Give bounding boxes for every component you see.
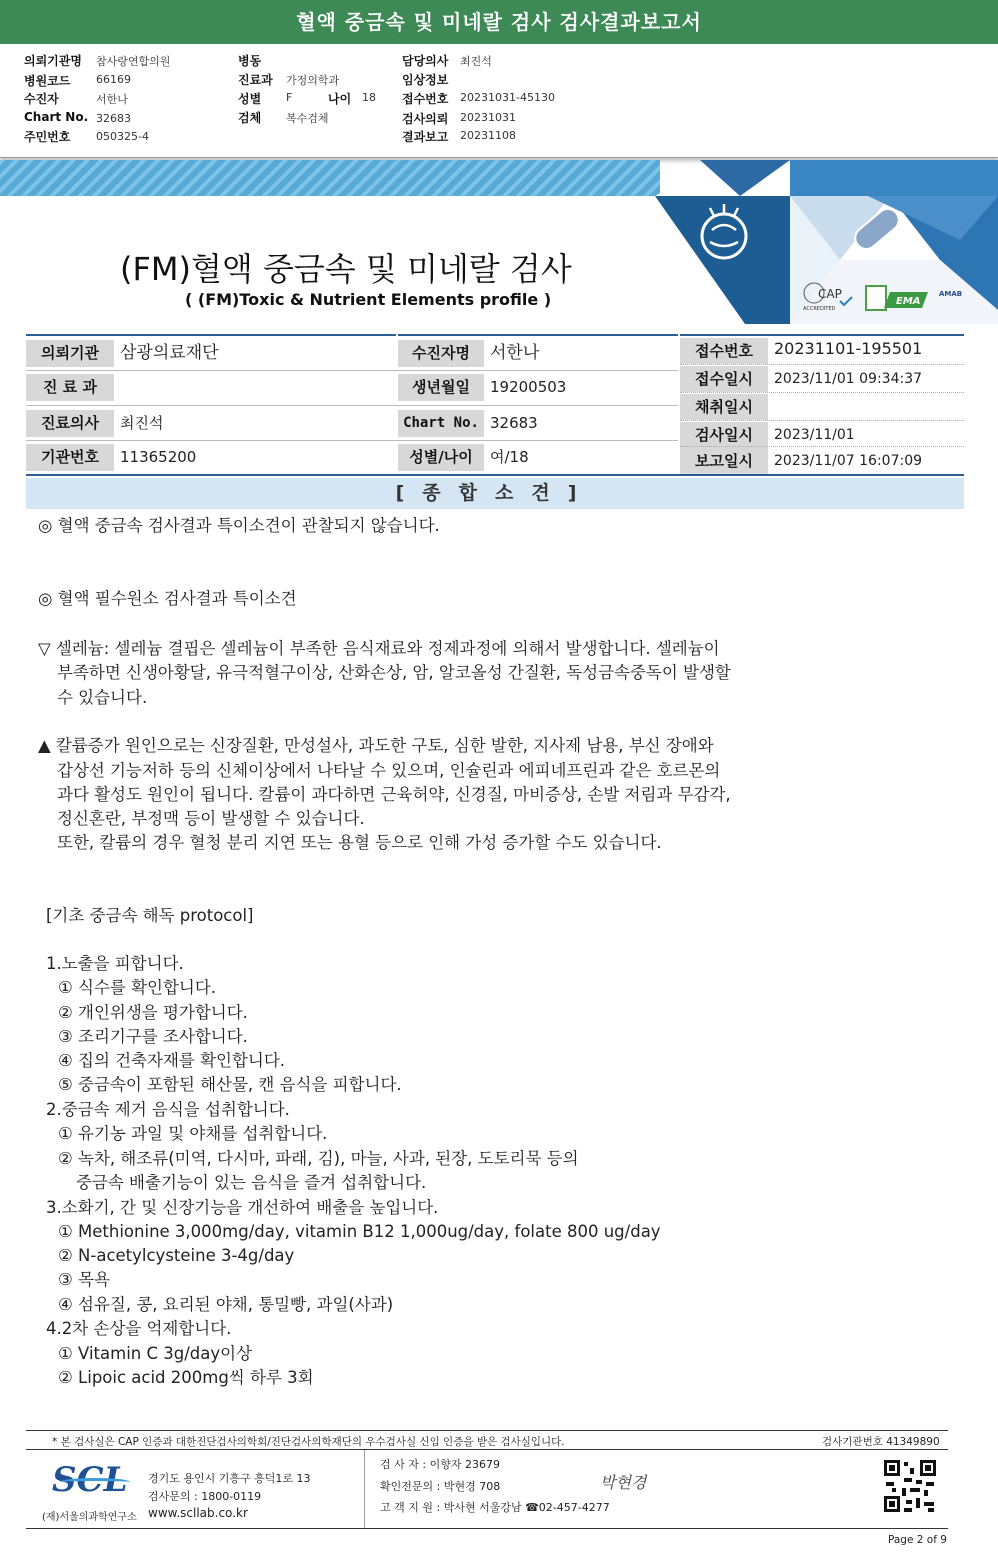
label-age: 나이 bbox=[328, 92, 352, 106]
label-inst-code: 기관번호 bbox=[26, 444, 114, 471]
lab-notice: * 본 검사실은 CAP 인증과 대한진단검사의학회/진단검사의학재단의 우수검사실 신임 인증을 받은 검사실입니다. bbox=[52, 1436, 565, 1448]
value-rep: 20231108 bbox=[460, 129, 516, 142]
chart-no: 32683 bbox=[484, 410, 678, 437]
value-spec: 복수검체 bbox=[286, 112, 329, 125]
summary-line: 부족하면 신생아황달, 유극적혈구이상, 산화손상, 암, 알코올성 간질환, 독성금속중독이 발생할 bbox=[57, 663, 731, 682]
label-id: 주민번호 bbox=[24, 130, 71, 144]
footer bbox=[0, 1430, 998, 1564]
summary-heading: [종합소견] bbox=[26, 478, 964, 509]
label-receipt-no: 접수번호 bbox=[680, 338, 768, 364]
lab-inquiry: 검사문의 : 1800-0119 bbox=[148, 1490, 262, 1503]
summary-line: ◎ 혈액 필수원소 검사결과 특이소견 bbox=[38, 589, 297, 608]
amab-logo-text: AMAB bbox=[939, 290, 963, 298]
label-hosp: 병원코드 bbox=[24, 74, 71, 88]
label-chart-no: Chart No. bbox=[398, 410, 484, 437]
label-inst: 의뢰기관명 bbox=[24, 54, 82, 68]
summary-line: 수 있습니다. bbox=[57, 688, 148, 707]
lab-website[interactable]: www.scllab.co.kr bbox=[148, 1506, 248, 1520]
label-chart: Chart No. bbox=[24, 110, 89, 124]
department bbox=[114, 374, 396, 401]
collection-time bbox=[768, 394, 964, 420]
summary-line: ◎ 혈액 중금속 검사결과 특이소견이 관찰되지 않습니다. bbox=[38, 516, 440, 535]
protocol-item: ④ 집의 건축자재를 확인합니다. bbox=[58, 1051, 286, 1070]
protocol-heading: [기초 중금속 해독 protocol] bbox=[46, 906, 254, 925]
page-number: Page 2 of 9 bbox=[888, 1534, 947, 1546]
label-dept: 진료과 bbox=[238, 73, 273, 87]
label-receipt-time: 접수일시 bbox=[680, 366, 768, 392]
protocol-item: ③ 조리기구를 조사합니다. bbox=[58, 1027, 248, 1046]
report-title: (FM)혈액 중금속 및 미네랄 검사 bbox=[120, 250, 572, 288]
lab-address: 경기도 용인시 기흥구 흥덕1로 13 bbox=[148, 1472, 311, 1485]
label-physician: 진료의사 bbox=[26, 410, 114, 437]
scl-swoosh-icon bbox=[60, 1478, 130, 1486]
summary-line: 또한, 칼륨의 경우 혈청 분리 지연 또는 용혈 등으로 인해 가성 증가할 수도 있습니다. bbox=[57, 833, 662, 852]
lab-number: 검사기관번호 41349890 bbox=[822, 1436, 940, 1448]
value-req: 20231031 bbox=[460, 111, 516, 124]
label-sex: 성별 bbox=[238, 92, 262, 106]
receipt-no: 20231101-195501 bbox=[768, 336, 964, 362]
label-patient: 수진자 bbox=[24, 92, 59, 106]
summary-line: ▽ 셀레늄: 셀레늄 결핍은 셀레늄이 부족한 음식재료와 정제과정에 의해서 발생합니다. 셀레늄이 bbox=[38, 639, 720, 658]
signature: 박현경 bbox=[600, 1473, 647, 1492]
value-id: 050325-4 bbox=[96, 130, 149, 143]
protocol-step: 4.2차 손상을 억제합니다. bbox=[46, 1319, 232, 1338]
requesting-inst: 삼광의료재단 bbox=[114, 340, 396, 367]
protocol-item: ⑤ 중금속이 포함된 해산물, 캔 음식을 피합니다. bbox=[58, 1075, 402, 1094]
qr-code-icon bbox=[882, 1458, 938, 1514]
lm-logo-icon bbox=[866, 286, 886, 310]
label-birthdate: 생년월일 bbox=[398, 374, 484, 401]
physician: 최진석 bbox=[114, 410, 396, 437]
patient-name: 서한나 bbox=[484, 340, 678, 367]
cap-logo-text: CAP bbox=[818, 287, 842, 301]
scl-logo: SCL bbox=[52, 1460, 128, 1500]
label-department: 진 료 과 bbox=[26, 374, 114, 401]
report-subtitle: ( (FM)Toxic & Nutrient Elements profile ) bbox=[185, 290, 552, 309]
customer-support: 고 객 지 원 : 박사현 서울강남 ☎02-457-4277 bbox=[380, 1501, 610, 1514]
value-recv: 20231031-45130 bbox=[460, 91, 555, 104]
label-doctor: 담당의사 bbox=[402, 54, 449, 68]
order-header bbox=[0, 44, 998, 158]
report-time: 2023/11/07 16:07:09 bbox=[768, 448, 964, 474]
summary-line: 갑상선 기능저하 등의 신체이상에서 나타날 수 있으며, 인슐린과 에피네프린과 같은 호르몬의 bbox=[57, 761, 721, 780]
label-collection-time: 채취일시 bbox=[680, 394, 768, 420]
page-title: 혈액 중금속 및 미네랄 검사 검사결과보고서 bbox=[0, 0, 998, 44]
value-chart: 32683 bbox=[96, 112, 131, 125]
summary-line: 과다 활성도 원인이 됩니다. 칼륨이 과다하면 근육허약, 신경질, 마비증상, 손발 저림과 무감각, bbox=[57, 785, 731, 804]
protocol-item: ① 유기농 과일 및 야채를 섭취합니다. bbox=[58, 1124, 328, 1143]
protocol-step: 2.중금속 제거 음식을 섭취합니다. bbox=[46, 1100, 290, 1119]
value-age: 18 bbox=[362, 91, 376, 104]
protocol-item: ④ 섬유질, 콩, 요리된 야채, 통밀빵, 과일(사과) bbox=[58, 1295, 394, 1314]
summary-line: ▲ 칼륨증가 원인으로는 신장질환, 만성설사, 과도한 구토, 심한 발한, 지사제 남용, 부신 장애와 bbox=[38, 736, 714, 755]
label-patient-name: 수진자명 bbox=[398, 340, 484, 367]
protocol-item: ② Lipoic acid 200mg씩 하루 3회 bbox=[58, 1368, 314, 1387]
test-time: 2023/11/01 bbox=[768, 422, 964, 448]
label-sex-age: 성별/나이 bbox=[398, 444, 484, 471]
tester: 검 사 자 : 이향자 23679 bbox=[380, 1458, 500, 1471]
label-spec: 검체 bbox=[238, 111, 262, 125]
label-ward: 병동 bbox=[238, 54, 262, 68]
label-test-time: 검사일시 bbox=[680, 422, 768, 448]
protocol-item: ② 녹차, 해조류(미역, 다시마, 파래, 김), 마늘, 사과, 된장, 도토리묵 등의 bbox=[58, 1149, 579, 1168]
summary-line: 정신혼란, 부정맥 등이 발생할 수 있습니다. bbox=[57, 809, 365, 828]
value-sex: F bbox=[286, 91, 293, 104]
protocol-item: ① Vitamin C 3g/day이상 bbox=[58, 1344, 253, 1363]
value-patient: 서한나 bbox=[96, 93, 128, 106]
confirming-specialist: 확인전문의 : 박현경 708 bbox=[380, 1480, 501, 1493]
label-rep: 결과보고 bbox=[402, 130, 449, 144]
protocol-item: ② N-acetylcysteine 3-4g/day bbox=[58, 1246, 295, 1265]
inst-code: 11365200 bbox=[114, 444, 396, 471]
label-recv: 접수번호 bbox=[402, 92, 449, 106]
protocol-step: 3.소화기, 간 및 신장기능을 개선하여 배출을 높입니다. bbox=[46, 1198, 439, 1217]
value-dept: 가정의학과 bbox=[286, 74, 340, 87]
scl-name: (재)서울의과학연구소 bbox=[42, 1512, 137, 1523]
value-inst: 참사랑연합의원 bbox=[96, 55, 171, 68]
protocol-item: ① 식수를 확인합니다. bbox=[58, 978, 217, 997]
protocol-item: ② 개인위생을 평가합니다. bbox=[58, 1003, 248, 1022]
cap-sub-text: ACCREDITED bbox=[803, 306, 836, 312]
label-clin: 임상정보 bbox=[402, 73, 449, 87]
protocol-item: 중금속 배출기능이 있는 음식을 즐겨 섭취합니다. bbox=[76, 1173, 427, 1192]
protocol-item: ③ 목욕 bbox=[58, 1270, 110, 1289]
value-doctor: 최진석 bbox=[460, 55, 492, 68]
sex-age: 여/18 bbox=[484, 444, 678, 471]
birthdate: 19200503 bbox=[484, 374, 678, 401]
value-hosp: 66169 bbox=[96, 73, 131, 86]
protocol-step: 1.노출을 피합니다. bbox=[46, 954, 184, 973]
protocol-item: ① Methionine 3,000mg/day, vitamin B12 1,000ug/day, folate 800 ug/day bbox=[58, 1222, 661, 1241]
label-report-time: 보고일시 bbox=[680, 448, 768, 474]
ema-logo-text: EMA bbox=[896, 296, 921, 307]
label-requesting-inst: 의뢰기관 bbox=[26, 340, 114, 367]
label-req: 검사의뢰 bbox=[402, 112, 449, 126]
receipt-time: 2023/11/01 09:34:37 bbox=[768, 366, 964, 392]
